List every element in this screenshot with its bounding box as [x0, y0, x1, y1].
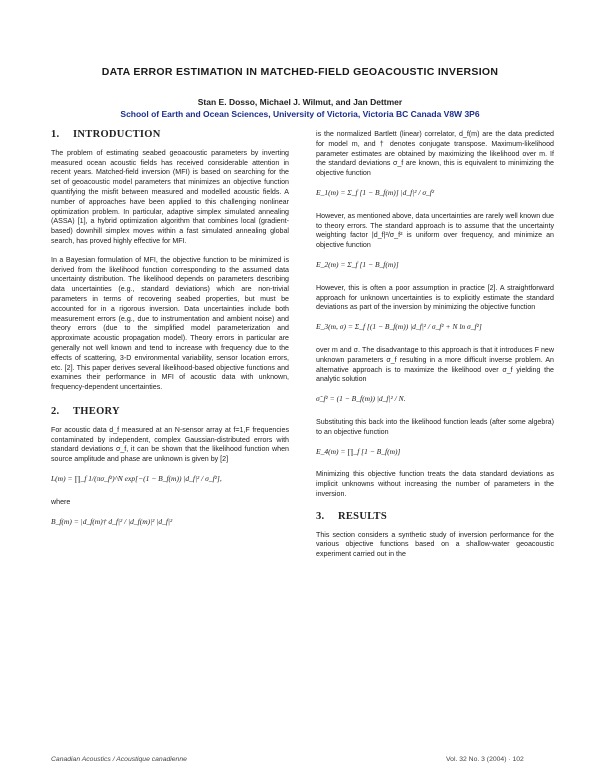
affiliation: School of Earth and Ocean Sciences, University of Victoria, Victoria BC Canada V8W 3P6 — [120, 109, 480, 119]
objective-equation-3: E_3(m, σ) = Σ_f [(1 − B_f(m)) |d_f|² / σ_f² + N ln σ_f²] — [316, 322, 482, 332]
author-list: Stan E. Dosso, Michael J. Wilmut, and Jan Dettmer — [197, 97, 403, 107]
journal-footer: Canadian Acoustics / Acoustique canadienne — [51, 756, 187, 763]
right-paragraph-4: over m and σ. The disadvantage to this approach is that it introduces F new unknown parameters σ_f resulting in a more difficult inverse problem. An alternative approach is to maximize the likelihood over σ_f yielding the analytic solution — [316, 345, 554, 384]
sigma-solution-equation: σ̂_f² = (1 − B_f(m)) |d_f|² / N. — [316, 394, 406, 404]
right-paragraph-2: However, as mentioned above, data uncertainties are rarely well known due to theory errors. The standard approach is to assume that the uncertainty weighting factor |d_f|²/σ_f² is uniform over frequency, and minimize an objective function — [316, 211, 554, 250]
right-paragraph-1: is the normalized Bartlett (linear) correlator, d_f(m) are the data predicted for model m, and † denotes conjugate transpose. Maximum-likelihood parameter estimates are obtained by maximizing the likelihood over m. If the standard deviations σ_f are known, this is equivalent to minimizing the objective function — [316, 130, 554, 178]
section-heading-results — [316, 512, 554, 522]
section-heading-theory — [51, 407, 289, 417]
section-number: 2. — [51, 405, 60, 417]
section-number: 3. — [316, 510, 325, 522]
bartlett-equation: B_f(m) = |d_f(m)† d_f|² / |d_f(m)|² |d_f|² — [51, 516, 173, 526]
left-column — [51, 128, 289, 540]
right-column — [316, 130, 554, 569]
section-number: 1. — [51, 129, 60, 140]
results-paragraph-1: This section considers a synthetic study of inversion performance for the various objective functions based on a shallow-water geoacoustic experiment carried out in the — [316, 530, 554, 559]
objective-equation-1: E_1(m) = Σ_f [1 − B_f(m)] |d_f|² / σ_f² — [316, 187, 435, 197]
section-title: INTRODUCTION — [73, 129, 161, 140]
section-heading-introduction — [51, 130, 289, 140]
right-paragraph-3: However, this is often a poor assumption in practice [2]. A straightforward approach for unknown uncertainties is to explicitly estimate the standard deviations as part of the inversion by minimizing the objective function — [316, 283, 554, 312]
paper-title: DATA ERROR ESTIMATION IN MATCHED-FIELD GEOACOUSTIC INVERSION — [101, 66, 499, 78]
theory-paragraph-1: For acoustic data d_f measured at an N-sensor array at f=1,F frequencies contaminated by independent, complex Gaussian-distributed errors with standard deviations σ_f, it can be shown that the likelihood function when source amplitude and phase are unknown is given by [2] — [51, 425, 289, 464]
intro-paragraph-2: In a Bayesian formulation of MFI, the objective function to be minimized is derived from the likelihood function corresponding to the assumed data uncertainty distribution. The likelihood depends on parameters describing data uncertainties (e.g., standard deviations) which are non-trivial parameters in terms of recovering seabed properties, but must be accounted for in a rigorous inversion. Data uncertainties include both measurement errors (e.g., due to instrumentation and ambient noise) and theory errors (due to the simplified model parameterization and approximate acoustic propagation model). Theory errors in particular are generally not well known and tend to increase with frequency due to the effects of scattering, 3-D environmental variability, sensor location errors, etc. [2]. This paper derives several likelihood-based objective functions and examines their performance in MFI of acoustic data with unknown, frequency-dependent uncertainties. — [51, 255, 289, 392]
intro-paragraph-1: The problem of estimating seabed geoacoustic parameters by inverting measured ocean acoustic fields has received considerable attention in recent years. Matched-field inversion (MFI) is based on searching for the set of geoacoustic model parameters that minimizes an objective function quantifying the misfit between measured and modelled acoustic fields. A number of approaches have been applied to this challenging nonlinear optimization problem. In particular, adaptive simplex simulated annealing (ASSA) [1], a hybrid optimization algorithm that combines local (gradient-based) downhill simplex moves within a fast simulated annealing global search, has proved highly effective for MFI. — [51, 148, 289, 245]
section-title: RESULTS — [338, 510, 387, 522]
where-text: where — [51, 497, 71, 506]
likelihood-equation: L(m) = ∏_f 1/(πσ_f²)^N exp[−(1 − B_f(m)) |d_f|² / σ_f²], — [51, 473, 222, 483]
objective-equation-4: E_4(m) = ∏_f [1 − B_f(m)] — [316, 446, 401, 456]
right-paragraph-5: Substituting this back into the likelihood function leads (after some algebra) to an objective function — [316, 417, 554, 436]
volume-footer: Vol. 32 No. 3 (2004) · 102 — [446, 756, 524, 763]
right-paragraph-6: Minimizing this objective function treats the data standard deviations as implicit unknowns without increasing the number of parameters in the inversion. — [316, 470, 554, 498]
objective-equation-2: E_2(m) = Σ_f [1 − B_f(m)] — [316, 259, 399, 269]
section-title: THEORY — [73, 405, 120, 417]
